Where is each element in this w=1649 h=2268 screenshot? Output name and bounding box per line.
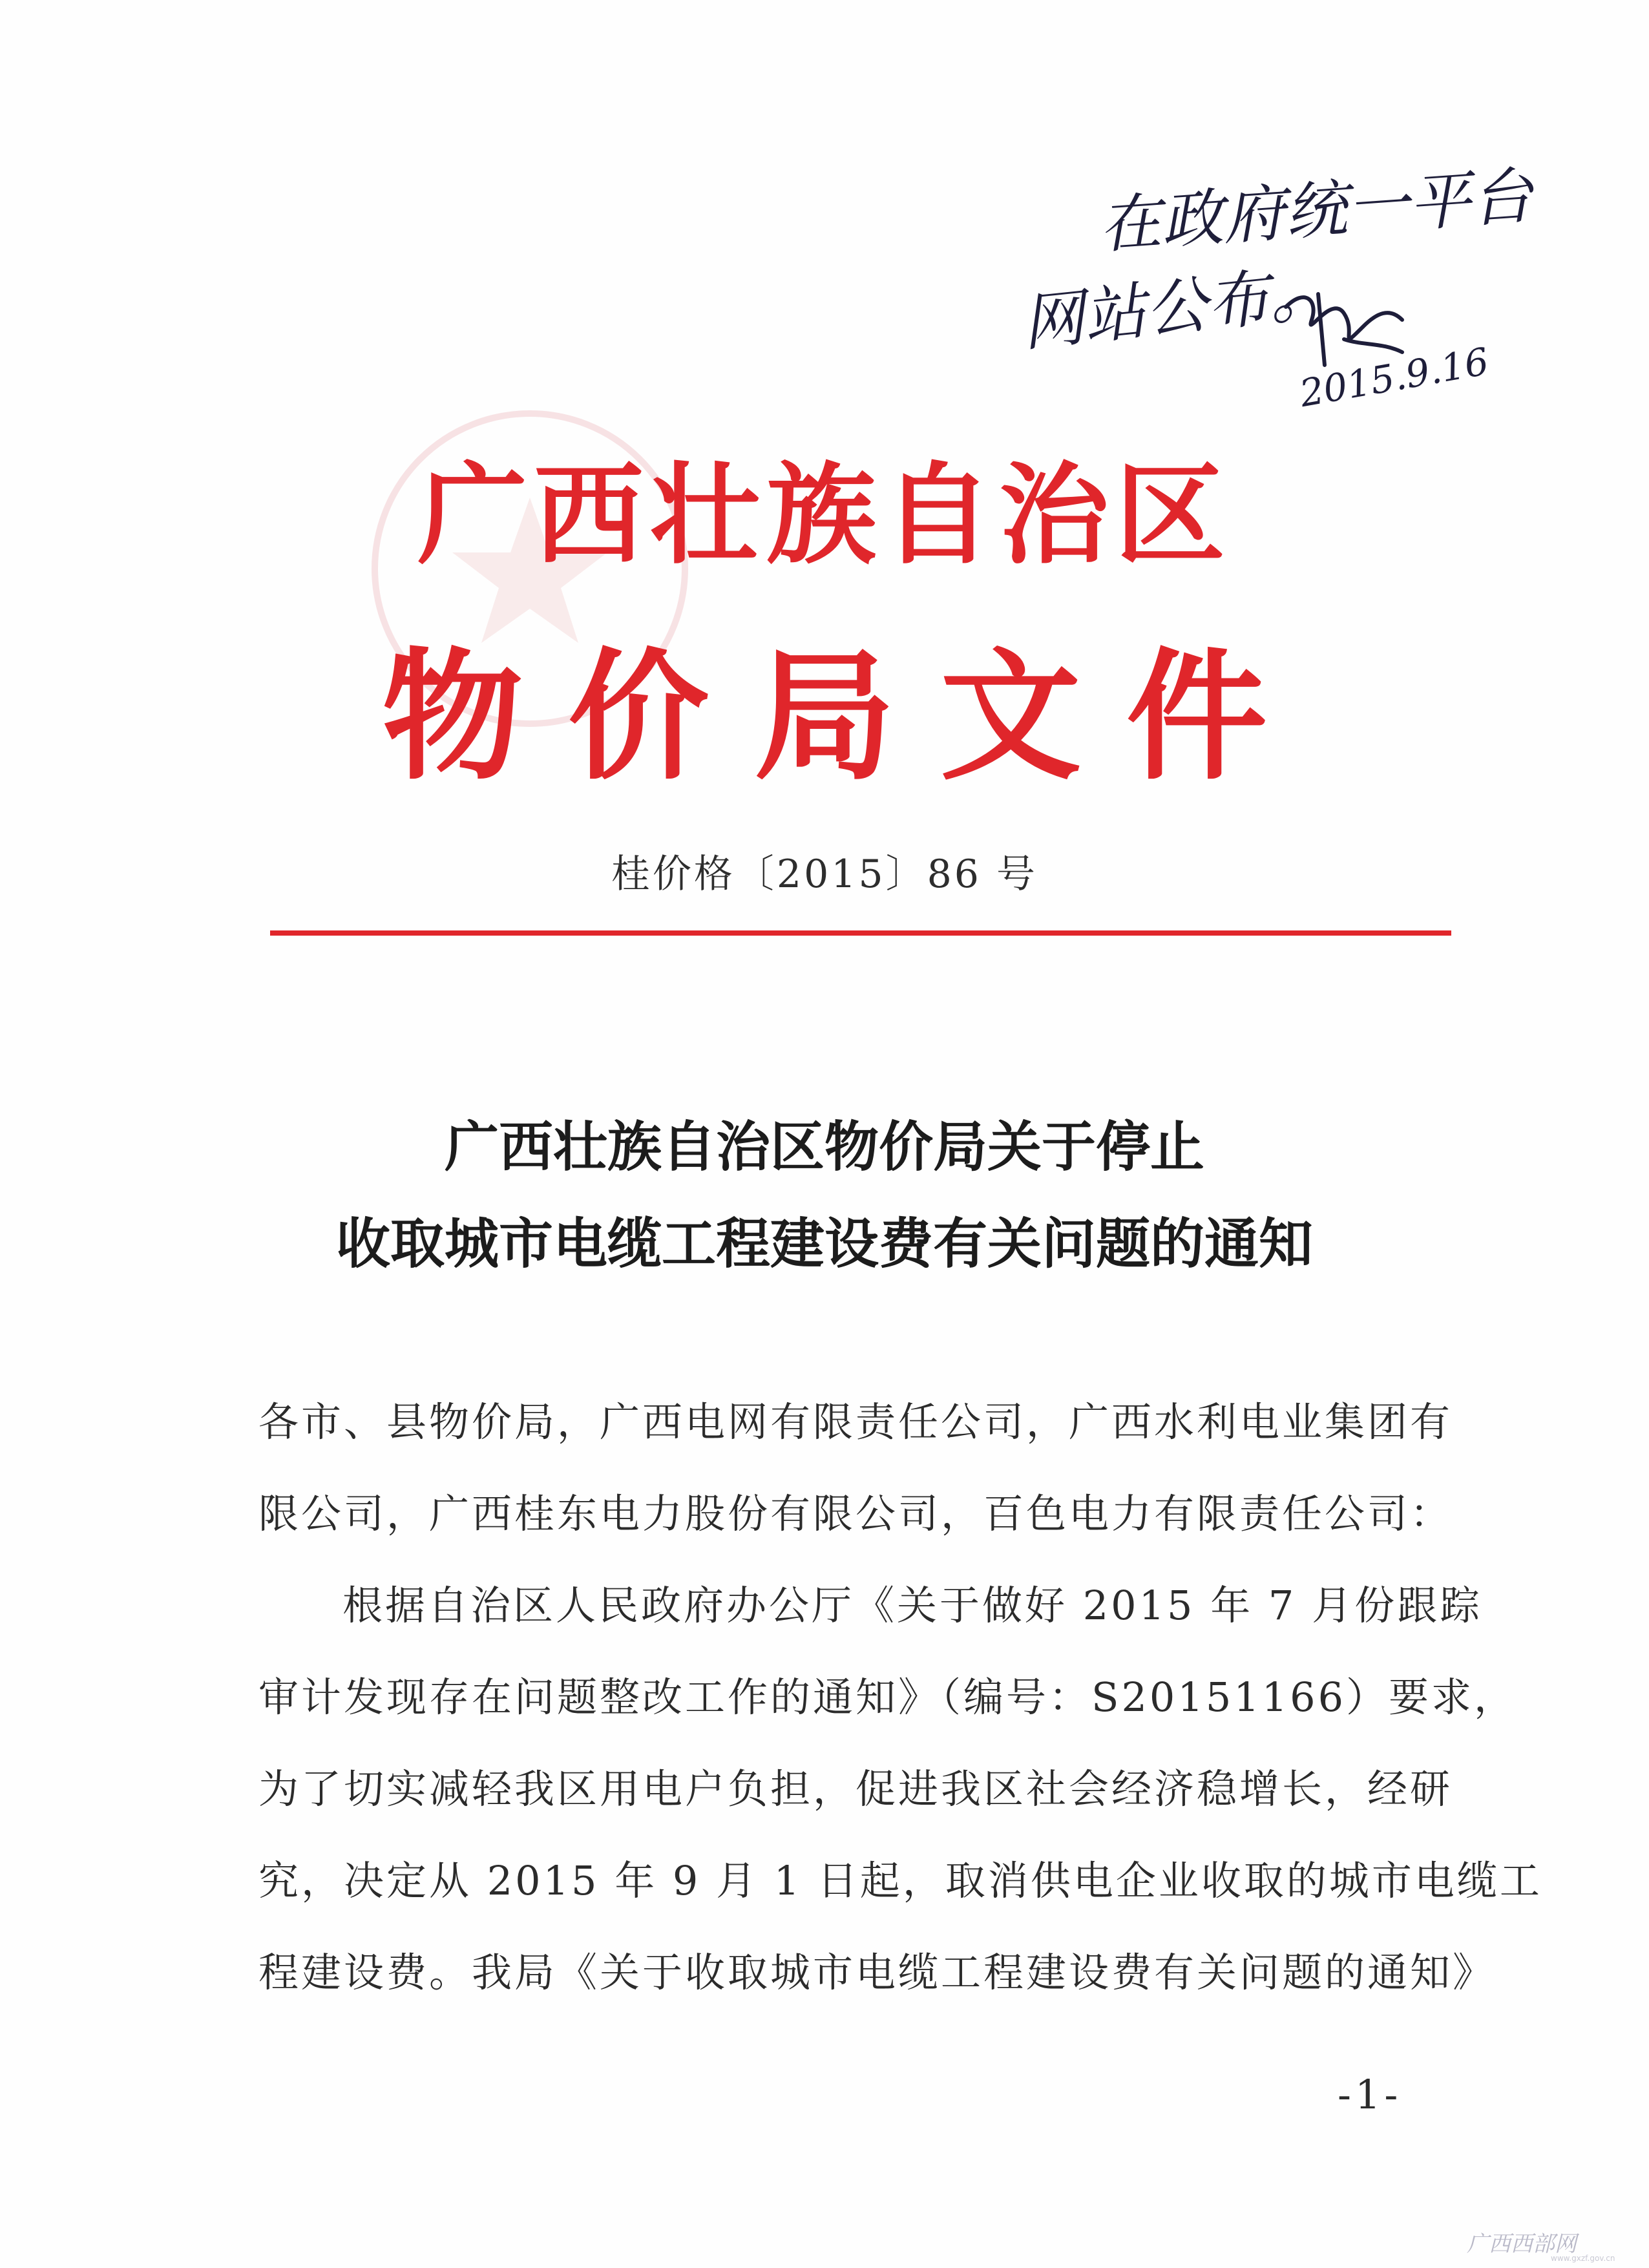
body-line-5: 为了切实减轻我区用电户负担，促进我区社会经济稳增长，经研	[258, 1765, 1453, 1812]
header-divider	[270, 930, 1451, 936]
body-line-6: 究，决定从 2015 年 9 月 1 日起，取消供电企业收取的城市电缆工	[258, 1857, 1542, 1904]
page-number: -1-	[1338, 2071, 1402, 2118]
site-watermark: 广西西部网	[1467, 2231, 1577, 2257]
title-line-1: 广西壮族自治区物价局关于停止	[444, 1115, 1204, 1179]
body-line-1: 各市、县物价局，广西电网有限责任公司，广西水利电业集团有	[258, 1398, 1453, 1445]
body-line-3: 根据自治区人民政府办公厅《关于做好 2015 年 7 月份跟踪	[342, 1582, 1483, 1629]
body-line-4: 审计发现存在问题整改工作的通知》（编号：S20151166）要求，	[258, 1674, 1517, 1721]
annotation-line-1: 在政府统一平台	[1097, 159, 1535, 262]
body-line-7: 程建设费。我局《关于收取城市电缆工程建设费有关问题的通知》	[258, 1949, 1496, 1996]
site-watermark-url: www.gxzf.gov.cn	[1551, 2254, 1615, 2263]
annotation-line-2: 网站公布。	[1018, 255, 1335, 360]
handwritten-annotation	[1018, 159, 1535, 420]
title-line-2: 收取城市电缆工程建设费有关问题的通知	[335, 1212, 1313, 1276]
issuer-name: 广西壮族自治区	[417, 450, 1232, 580]
document-number: 桂价格〔2015〕86 号	[611, 852, 1038, 897]
document-title	[0, 1098, 1649, 1292]
issuer-document-label: 物价局文件	[382, 634, 1312, 799]
document-body	[258, 1376, 1542, 2019]
body-line-2: 限公司，广西桂东电力股份有限公司，百色电力有限责任公司：	[258, 1490, 1453, 1537]
annotation-date: 2015.9.16	[1296, 339, 1492, 416]
